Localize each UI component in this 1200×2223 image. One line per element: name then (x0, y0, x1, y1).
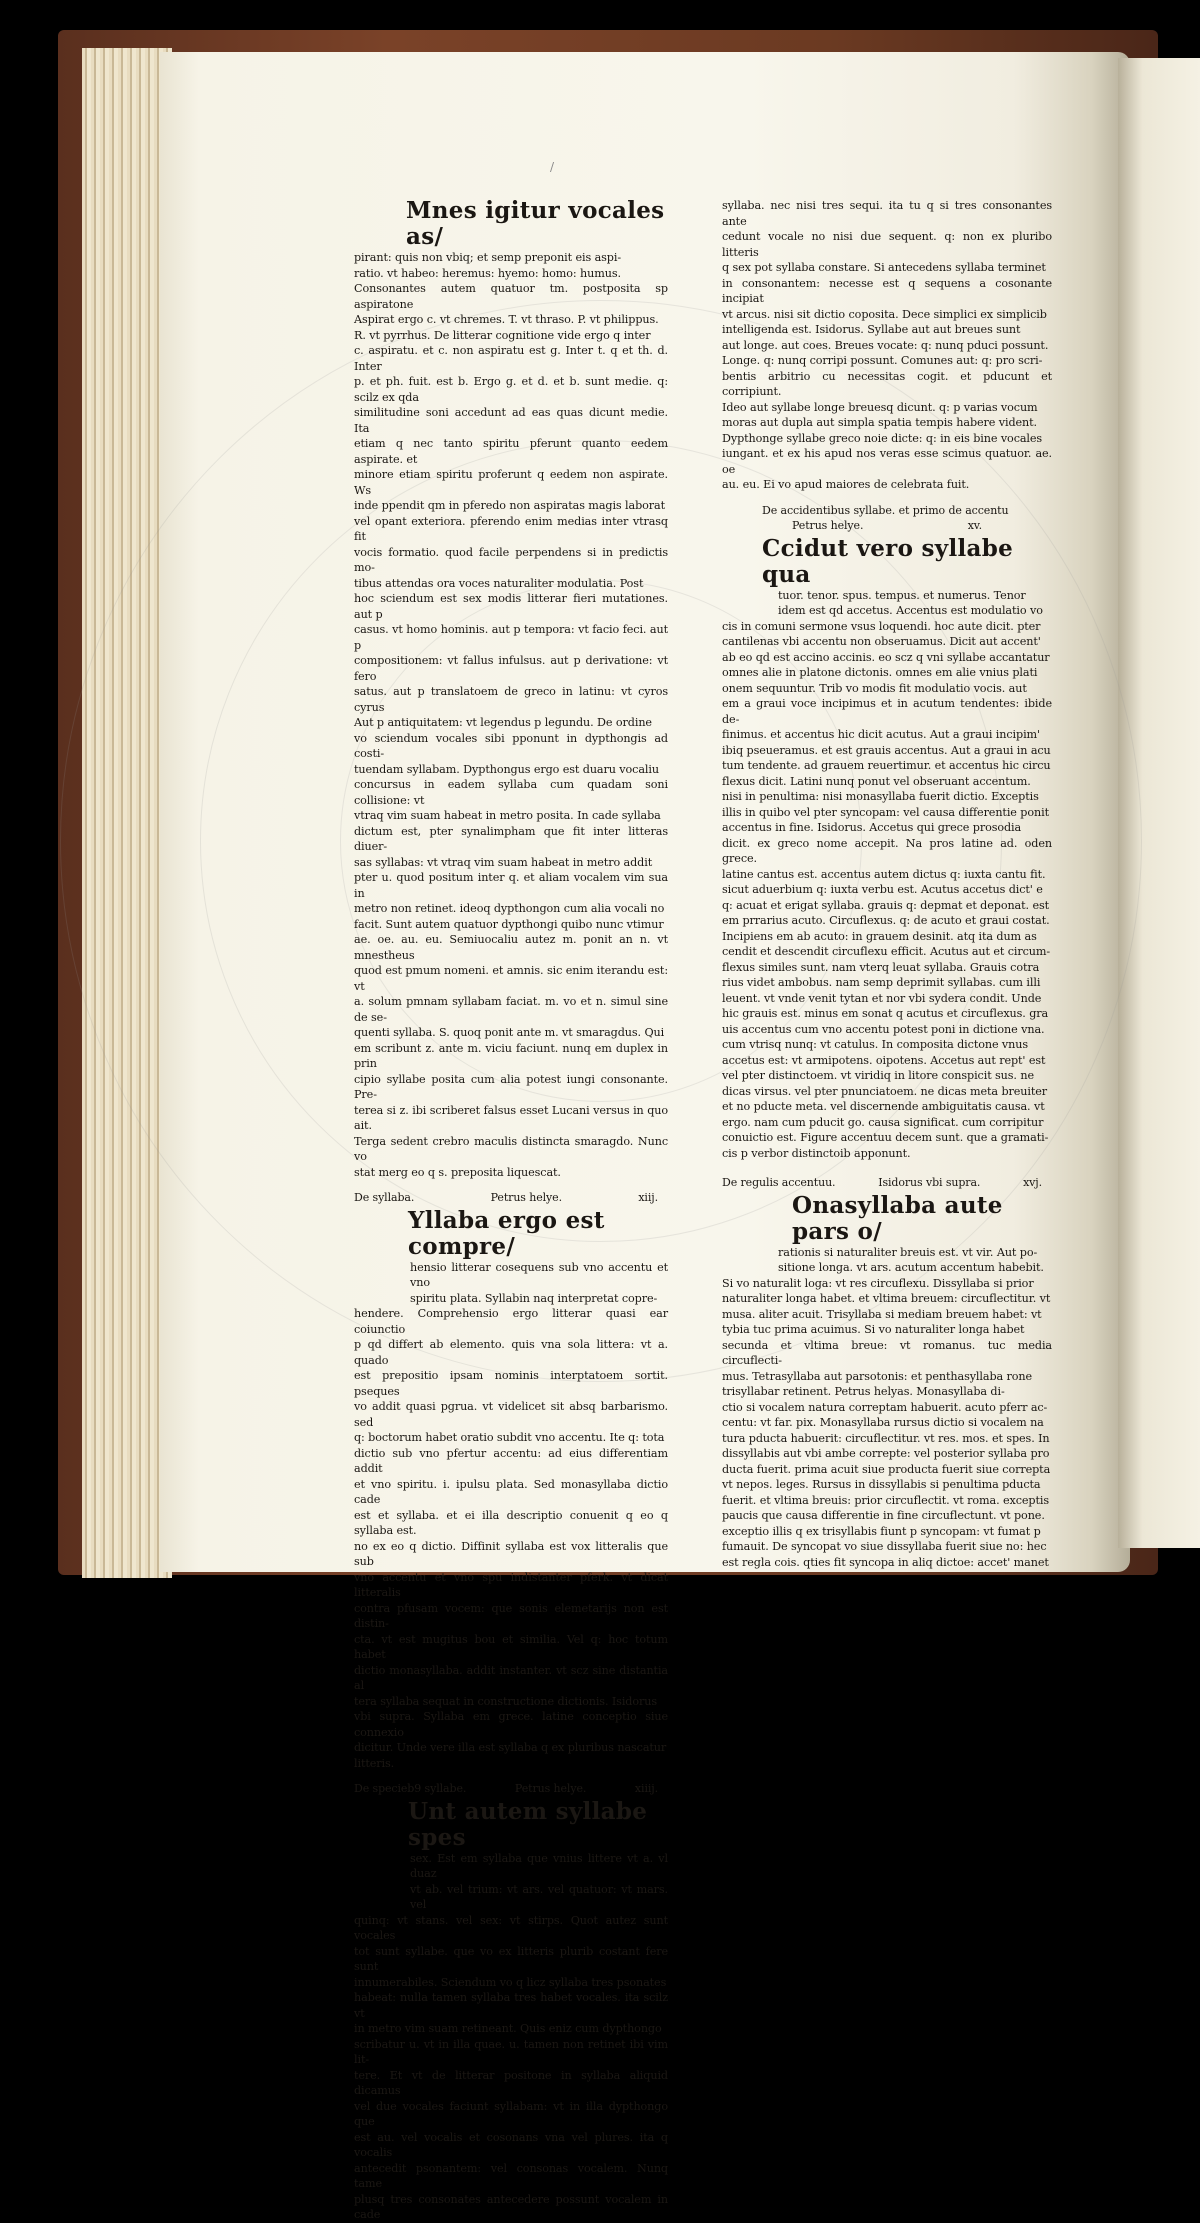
text-line: tuendam syllabam. Dypthongus ergo est duaru vocaliu (354, 762, 659, 776)
right-page-edge (1118, 58, 1200, 1548)
text-line: in consonantem: necesse est q sequens a cosonante incipiat (722, 276, 1052, 305)
text-line: hic grauis est. minus em sonat q acutus et circuflexus. gra (722, 1007, 1049, 1020)
text-line: cantilenas vbi accentu non obseruamus. Dicit aut accent' (722, 635, 1041, 648)
text-line: vel pter distinctoem. vt viridiq in litore conspicit sus. ne (722, 1069, 1034, 1082)
text-line: cis in comuni sermone vsus loquendi. hoc aute dicit. pter (722, 619, 1041, 633)
text-lines (354, 250, 668, 1180)
text-line: tibus attendas ora voces naturaliter modulatia. Post (354, 576, 644, 590)
text-line: sas syllabas: vt vtraq vim suam habeat in metro addit (354, 855, 653, 869)
text-line: vt nepos. leges. Rursus in dissyllabis si penultima pducta (722, 1478, 1041, 1491)
text-line: exceptio illis q ex trisyllabis fiunt p syncopam: vt fumat p (722, 1524, 1041, 1538)
text-line: spiritu plata. Syllabin naq interpretat copre- (410, 1291, 658, 1305)
text-line: vo addit quasi pgrua. vt videlicet sit absq barbarismo. sed (354, 1400, 668, 1429)
text-line: p qd differt ab elemento. quis vna sola littera: vt a. quado (354, 1338, 668, 1367)
text-line: aut longe. aut coes. Breues vocate: q: nunq pduci possunt. (722, 338, 1049, 352)
text-line: contra pfusam vocem: que sonis elemetarijs non est distin- (354, 1601, 668, 1630)
text-line: cendit et descendit circuflexu efficit. Acutus aut et circum- (722, 945, 1051, 958)
text-line: ergo. nam cum pducit go. causa significat. cum corripitur (722, 1115, 1044, 1129)
text-line: dicit. ex greco nome accepit. Na pros latine ad. oden grece. (722, 836, 1052, 865)
text-line: est au. vel vocalis et cosonans vna vel plures. ita q vocalis (354, 2130, 668, 2159)
margin-mark: / (550, 160, 555, 174)
text-line: et vno spiritu. i. ipulsu plata. Sed monasyllaba dictio cade (354, 1477, 668, 1506)
text-line: tum tendente. ad grauem reuertimur. et accentus hic circu (722, 759, 1051, 772)
text-line: ratio. vt habeo: heremus: hyemo: homo: humus. (354, 266, 621, 280)
right-column (722, 198, 1052, 1570)
text-line: ibiq pseueramus. et est grauis accentus. Aut a graui in acu (722, 743, 1051, 757)
text-line: centu: vt far. pix. Monasyllaba rursus dictio si vocalem na (722, 1416, 1044, 1429)
text-line: c. aspiratu. et c. non aspiratu est g. Inter t. q et th. d. Inter (354, 344, 668, 373)
text-line: habeat: nulla tamen syllaba tres habet vocales. ita scilz vt (354, 1991, 668, 2020)
text-line: vtraq vim suam habeat in metro posita. In cade syllaba (354, 809, 661, 822)
text-line: casus. vt homo hominis. aut p tempora: vt facio feci. aut p (354, 623, 668, 652)
text-line: inde ppendit qm in pferedo non aspiratas magis laborat (354, 499, 665, 512)
text-line: fuerit. et vltima breuis: prior circuflectit. vt roma. exceptis (722, 1493, 1049, 1507)
text-line: litteris. (354, 1756, 395, 1770)
text-line: uis accentus cum vno accentu potest poni in dictione vna. (722, 1022, 1045, 1036)
text-line: dictio monasyllaba. addit instanter. vt scz sine distantia al (354, 1663, 668, 1692)
text-lines (354, 1851, 668, 2223)
text-line: musa. aliter acuit. Trisyllaba si mediam breuem habet: vt (722, 1307, 1042, 1321)
text-line: vel opant exteriora. pferendo enim medias inter vtrasq fit (354, 514, 668, 543)
text-line: etiam q nec tanto spiritu pferunt quanto eedem aspirate. et (354, 437, 668, 466)
text-line: Aspirat ergo c. vt chremes. T. vt thraso. P. vt philippus. (354, 313, 659, 326)
text-line: Consonantes autem quatuor tm. postposita sp aspiratone (354, 282, 668, 311)
text-line: vt arcus. nisi sit dictio coposita. Dece simplici ex simplicib (722, 307, 1047, 321)
text-line: quinq: vt stans. vel sex: vt stirps. Quot autez sunt vocales (354, 1913, 668, 1942)
text-line: no ex eo q dictio. Diffinit syllaba est vox litteralis que sub (354, 1539, 668, 1568)
drop-initial: Mnes igitur vocales as/ (406, 197, 665, 250)
heading-left: De specieb9 syllabe. (354, 1782, 467, 1795)
text-line: idem est qd accetus. Accentus est modulatio vo (778, 604, 1043, 617)
text-line: bentis arbitrio cu necessitas cogit. et pducunt et corripiunt. (722, 369, 1052, 398)
text-line: hoc sciendum est sex modis litterar fieri mutationes. aut p (354, 592, 668, 621)
text-line: trisyllabar retinent. Petrus helyas. Monasyllaba di- (722, 1385, 1005, 1398)
text-line: sicut aduerbium q: iuxta verbu est. Acutus accetus dict' e (722, 883, 1043, 896)
text-line: hensio litterar cosequens sub vno accentu et vno (410, 1260, 668, 1289)
section-heading (722, 1175, 1052, 1191)
heading-left: De accidentibus syllabe. et primo de accentu (762, 503, 1009, 517)
heading-author: Petrus helye. (514, 1782, 587, 1795)
text-line: secunda et vltima breue: vt romanus. tuc media circuflecti- (722, 1338, 1052, 1367)
text-line: in metro vim suam retineant. Quis eniz cum dypthongo (354, 2022, 662, 2035)
text-line: quod est pmum nomeni. et amnis. sic enim iterandu est: vt (354, 964, 668, 993)
left-section-1 (354, 198, 668, 1180)
text-line: concursus in eadem syllaba cum quadam soni collisione: vt (354, 778, 668, 807)
text-line: est regla cois. qties fit syncopa in aliq dictoe: accet' manet (722, 1555, 1049, 1569)
text-line: Incipiens em ab acuto: in grauem desinit. atq ita dum as (722, 929, 1037, 943)
text-line: omnes alie in platone dictonis. omnes em alie vnius plati (722, 666, 1038, 679)
text-line: similitudine soni accedunt ad eas quas dicunt medie. Ita (354, 406, 668, 435)
text-line: Terga sedent crebro maculis distincta smaragdo. Nunc vo (354, 1134, 668, 1163)
left-column (354, 198, 668, 2223)
text-line: tura pducta habuerit: circuflectitur. vt res. mos. et spes. In (722, 1431, 1050, 1445)
text-line: vel due vocales faciunt syllabam: vt in illa dypthongo que (354, 2099, 668, 2128)
text-lines (722, 1245, 1052, 1571)
text-line: stat merg eo q s. preposita liquescat. (354, 1165, 561, 1179)
text-line: rationis si naturaliter breuis est. vt vir. Aut po- (778, 1245, 1038, 1259)
text-line: tuor. tenor. spus. tempus. et numerus. Tenor (778, 588, 1026, 602)
heading-number: xiij. (638, 1191, 658, 1204)
text-line: minore etiam spiritu proferunt q eedem non aspirate. Ws (354, 468, 668, 497)
text-line: vt ab. vel trium: vt ars. vel quatuor: vt mars. vel (410, 1882, 668, 1911)
text-line: ab eo qd est accino accinis. eo scz q vni syllabe accantatur (722, 650, 1050, 664)
text-line: flexus dicit. Latini nunq ponut vel obseruant accentum. (722, 774, 1031, 788)
text-line: fumauit. De syncopat vo siue dissyllaba fuerit siue no: hec (722, 1540, 1047, 1553)
text-line: dissyllabis aut vbi ambe correpte: vel posterior syllaba pro (722, 1447, 1050, 1460)
text-line: vo sciendum vocales sibi pponunt in dypthongis ad costi- (354, 731, 668, 760)
text-line: conuictio est. Figure accentuu decem sunt. que a gramati- (722, 1131, 1049, 1144)
text-line: hendere. Comprehensio ergo litterar quasi ear coiunctio (354, 1307, 668, 1336)
heading-author: Isidorus vbi supra. (878, 1176, 981, 1189)
text-line: sitione longa. vt ars. acutum accentum habebit. (778, 1261, 1044, 1274)
text-line: onem sequuntur. Trib vo modis fit modulatio vocis. aut (722, 681, 1027, 695)
text-line: tot sunt syllabe. que vo ex litteris plurib costant fere sunt (354, 1944, 668, 1973)
text-line: tera syllaba sequat in constructione dictionis. Isidorus (354, 1694, 657, 1708)
text-line: dicitur. Unde vere illa est syllaba q ex pluribus nascatur (354, 1741, 667, 1754)
text-line: a. solum pmnam syllabam faciat. m. vo et n. simul sine de se- (354, 995, 668, 1024)
heading-number: xv. (967, 519, 982, 532)
section-heading (722, 503, 1052, 534)
text-line: vbi supra. Syllaba em grece. latine conceptio siue connexio (354, 1710, 668, 1739)
text-line: scribatur u. vt in illa quae. u. tamen non retinet ibi vim lit- (354, 2037, 668, 2066)
text-line: Aut p antiquitatem: vt legendus p legundu. De ordine (354, 716, 652, 729)
text-line: q sex pot syllaba constare. Si antecedens syllaba terminet (722, 261, 1046, 274)
text-line: tybia tuc prima acuimus. Si vo naturaliter longa habet (722, 1323, 1025, 1336)
text-line: dictum est, pter synalimpham que fit inter litteras diuer- (354, 824, 668, 853)
text-line: compositionem: vt fallus infulsus. aut p derivatione: vt fero (354, 654, 668, 683)
drop-initial: Ccidut vero syllabe qua (762, 534, 1014, 588)
text-line: est prepositio ipsam nominis interptatoem sortit. pseques (354, 1369, 668, 1398)
text-line: vocis formatio. quod facile perpendens si in predictis mo- (354, 545, 668, 574)
text-line: quenti syllaba. S. quoq ponit ante m. vt smaragdus. Qui (354, 1026, 665, 1039)
text-line: Si vo naturalit loga: vt res circuflexu. Dissyllaba si prior (722, 1276, 1034, 1290)
text-line: cipio syllabe posita cum alia potest iungi consonante. Pre- (354, 1072, 668, 1101)
left-section-3 (354, 1799, 668, 2223)
text-line: rius videt ambobus. nam semp deprimit syllabas. cum illi (722, 976, 1041, 989)
text-line: leuent. vt vnde venit tytan et nor vbi sydera condit. Unde (722, 991, 1042, 1005)
text-line: plusq tres consonates antecedere possunt vocalem in cade (354, 2192, 668, 2221)
heading-number: xiiij. (634, 1782, 658, 1795)
text-line: terea si z. ibi scriberet falsus esset Lucani versus in quo ait. (354, 1103, 668, 1132)
text-line: em scribunt z. ante m. viciu faciunt. nunq em duplex in prin (354, 1041, 668, 1070)
text-lines (354, 1260, 668, 1772)
text-line: pirant: quis non vbiq; et semp preponit eis aspi- (354, 251, 622, 264)
right-section-2 (722, 1193, 1052, 1571)
drop-initial: Onasyllaba aute pars o/ (792, 1191, 1003, 1245)
text-line: cedunt vocale no nisi due sequent. q: non ex pluribo litteris (722, 230, 1052, 259)
text-line: p. et ph. fuit. est b. Ergo g. et d. et b. sunt medie. q: scilz ex qda (354, 375, 668, 404)
text-line: latine cantus est. accentus autem dictus q: iuxta cantu fit. (722, 867, 1046, 881)
text-line: em a graui voce incipimus et in acutum tendentes: ibide de- (722, 697, 1052, 726)
text-line: cum vtrisq nunq: vt catulus. In composita dictone vnus (722, 1038, 1029, 1051)
heading-left: De regulis accentuu. (722, 1176, 836, 1189)
text-line: em prrarius acuto. Circuflexus. q: de acuto et graui costat. (722, 914, 1050, 927)
section-heading (354, 1190, 668, 1206)
text-line: R. vt pyrrhus. De litterar cognitione vide ergo q inter (354, 328, 651, 342)
page-edges (82, 48, 172, 1578)
text-line: ducta fuerit. prima acuit siue producta fuerit siue correpta (722, 1462, 1051, 1476)
heading-number: xvj. (1023, 1176, 1042, 1189)
left-section-2 (354, 1208, 668, 1772)
text-line: satus. aut p translatoem de greco in latinu: vt cyros cyrus (354, 685, 668, 714)
text-line: et no pducte meta. vel discernende ambiguitatis causa. vt (722, 1100, 1045, 1113)
text-line: moras aut dupla aut simpla spatia tempis habere vident. (722, 416, 1037, 429)
text-line: Ideo aut syllabe longe breuesq dicunt. q: p varias vocum (722, 400, 1038, 414)
heading-author: Petrus helye. (792, 519, 864, 532)
section-heading (354, 1781, 668, 1797)
text-line: au. eu. Ei vo apud maiores de celebrata fuit. (722, 478, 970, 491)
text-line: antecedit psonantem: vel consonas vocalem. Nunq tame (354, 2161, 668, 2190)
text-line: dicas virsus. vel pter pnunciatoem. ne dicas meta breuiter (722, 1084, 1048, 1098)
text-lines (722, 588, 1052, 1162)
heading-sub-row (722, 518, 1052, 534)
text-line: q: boctorum habet oratio subdit vno accentu. Ite q: tota (354, 1431, 665, 1444)
drop-initial: Unt autem syllabe spes (408, 1797, 648, 1851)
text-line: nisi in penultima: nisi monasyllaba fuerit dictio. Exceptis (722, 790, 1039, 803)
text-line: Longe. q: nunq corripi possunt. Comunes aut: q: pro scri- (722, 354, 1043, 367)
heading-author: Petrus helye. (490, 1191, 562, 1204)
text-line: illis in quibo vel pter syncopam: vel causa differentie ponit (722, 805, 1049, 819)
text-line: paucis que causa differentie in fine circuflectunt. vt pone. (722, 1509, 1045, 1522)
text-line: intelligenda est. Isidorus. Syllabe aut aut breues sunt (722, 323, 1021, 336)
text-line: ctio si vocalem natura correptam habuerit. acuto pferr ac- (722, 1400, 1048, 1414)
text-line: Dypthonge syllabe greco noie dicte: q: in eis bine vocales (722, 431, 1043, 445)
text-line: flexus similes sunt. nam vterq leuat syllaba. Grauis cotra (722, 960, 1040, 974)
text-line: innumerabiles. Sciendum vo q licz syllaba tres psonates (354, 1975, 667, 1989)
text-line: accetus est: vt armipotens. oipotens. Accetus aut rept' est (722, 1053, 1046, 1067)
text-line: q: acuat et erigat syllaba. grauis q: depmat et deponat. est (722, 898, 1049, 912)
text-line: iungant. et ex his apud nos veras esse scimus quatuor. ae. oe (722, 447, 1052, 476)
drop-initial: Yllaba ergo est compre/ (408, 1206, 605, 1260)
text-line: pter u. quod positum inter q. et aliam vocalem vim sua in (354, 871, 668, 900)
text-line: syllaba. nec nisi tres sequi. ita tu q si tres consonantes ante (722, 199, 1052, 228)
text-line: est et syllaba. et ei illa descriptio conuenit q eo q syllaba est. (354, 1508, 668, 1537)
text-line: accentus in fine. Isidorus. Accetus qui grece prosodia (722, 821, 1022, 834)
text-line: metro non retinet. ideoq dypthongon cum alia vocali no (354, 902, 665, 915)
right-continuation (722, 198, 1052, 493)
text-line: finimus. et accentus hic dicit acutus. Aut a graui incipim' (722, 728, 1041, 741)
text-line: mus. Tetrasyllaba aut parsotonis: et penthasyllaba rone (722, 1369, 1033, 1383)
right-section-1 (722, 536, 1052, 1162)
heading-left: De syllaba. (354, 1191, 415, 1204)
text-line: cta. vt est mugitus bou et similia. Vel q: hoc totum habet (354, 1632, 668, 1661)
text-lines (722, 198, 1052, 493)
text-line: ae. oe. au. eu. Semiuocaliu autez m. ponit an n. vt mnestheus (354, 933, 668, 962)
text-line: vno accentu et vno spu indistanter pferk. vt dicat litteralis (354, 1570, 668, 1599)
text-line: dictio sub vno pfertur accentu: ad eius differentiam addit (354, 1446, 668, 1475)
text-line: tere. Et vt de litterar positone in syllaba aliquid dicamus (354, 2068, 668, 2097)
text-line: naturaliter longa habet. et vltima breuem: circuflectitur. vt (722, 1292, 1051, 1305)
text-line: sex. Est em syllaba que vnius littere vt a. vl duaz (410, 1851, 668, 1880)
text-line: facit. Sunt autem quatuor dypthongi quibo nunc vtimur (354, 917, 664, 931)
text-line: cis p verbor distinctoib apponunt. (722, 1146, 911, 1160)
